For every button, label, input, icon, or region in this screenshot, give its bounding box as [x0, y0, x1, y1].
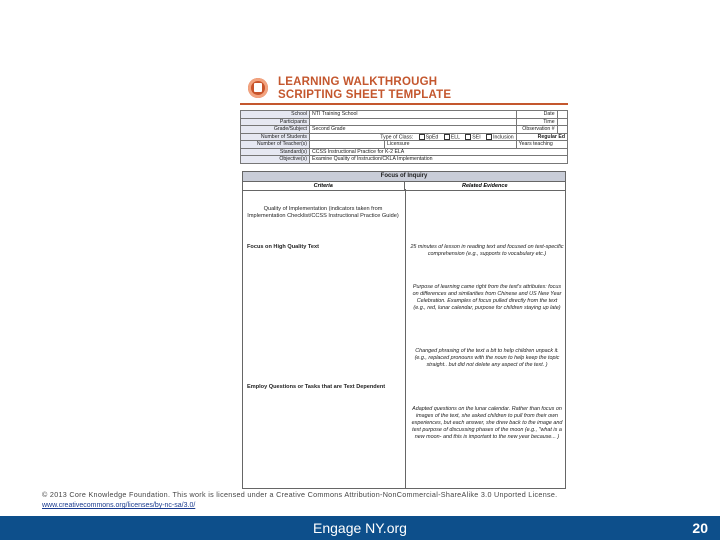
brand-name: Engage NY.org: [313, 520, 407, 536]
participants-label: Participants: [241, 118, 310, 126]
info-table: [240, 110, 568, 164]
table-row: [241, 111, 568, 119]
participants-value: [310, 118, 517, 126]
standards-label: Standard(s): [241, 148, 310, 156]
evidence-item-3: Changed phrasing of the text a bit to help children unpack it. (e.g., replaced pronouns with the noun to help keep the topic straight.. but did not delete any aspect of the text. ): [414, 348, 560, 368]
title-line-1: LEARNING WALKTHROUGH: [278, 76, 438, 88]
school-value: NTI Training School: [310, 111, 517, 119]
school-label: School: [241, 111, 310, 119]
license-text: © 2013 Core Knowledge Foundation. This work is licensed under a Creative Commons Attribution-NonCommercial-ShareAlike 3.0 Unported License.: [42, 490, 558, 499]
evidence-item-4: Adapted questions on the lunar calendar. Rather than focus on images of the text, she asked children to pull from their own experiences, but each answer, she drew back to the image and text purpose of discussing phases of the moon (e.g., "what is a new moon- and this is important to the new year because... ): [411, 406, 563, 440]
inquiry-heading: Focus of Inquiry: [243, 172, 565, 182]
time-label: Time: [516, 118, 557, 126]
sei-checkbox[interactable]: [465, 134, 471, 140]
document-title: [278, 76, 451, 102]
criteria-high-quality-text: Focus on High Quality Text: [247, 244, 319, 250]
inclusion-checkbox[interactable]: [486, 134, 492, 140]
title-divider: [240, 103, 568, 105]
num-teachers-label: Number of Teacher(s): [241, 141, 310, 149]
evidence-item-1: 25 minutes of lesson in reading text and focused on text-specific comprehension (e.g., supports to vocabulary etc.): [410, 244, 564, 257]
num-teachers-value: [310, 141, 385, 149]
sped-label: SpEd: [425, 133, 439, 140]
table-row: [241, 133, 568, 141]
table-row: [241, 156, 568, 164]
grade-value: Second Grade: [310, 126, 517, 134]
inquiry-column-headers: [243, 182, 565, 191]
sei-label: SEI: [472, 133, 481, 140]
page-number: 20: [692, 520, 708, 536]
objectives-value: Examine Quality of Instruction/CKLA Implementation: [310, 156, 568, 164]
table-row: [241, 126, 568, 134]
grade-label: Grade/Subject: [241, 126, 310, 134]
standards-value: CCSS Instructional Practice for K-2 ELA: [310, 148, 568, 156]
sped-checkbox[interactable]: [419, 134, 425, 140]
document-badge-icon: [248, 78, 268, 98]
table-row: [241, 148, 568, 156]
column-divider: [405, 189, 406, 488]
observation-value: [557, 126, 567, 134]
date-label: Date: [516, 111, 557, 119]
objectives-label: Objective(s): [241, 156, 310, 164]
ell-label: ELL: [450, 133, 460, 140]
evidence-item-2: Purpose of learning came right from the text's attributes: focus on differences and similarities from Chinese and US New Year Celebration. Examples of focus pulled directly from the text (e.g., red, lunar calendar, purpose for children staying up late): [412, 284, 562, 311]
years-teaching-label: Years teaching: [516, 141, 567, 149]
evidence-header: Related Evidence: [461, 183, 508, 189]
table-row: [241, 141, 568, 149]
criteria-header: Criteria: [243, 182, 405, 190]
observation-label: Observation #: [516, 126, 557, 134]
licensure-label: Licensure: [385, 141, 517, 149]
type-of-class-label: Type of Class:: [380, 133, 414, 140]
class-type-cell: [310, 133, 517, 141]
document-header: [240, 70, 568, 104]
ell-checkbox[interactable]: [444, 134, 450, 140]
license-link[interactable]: www.creativecommons.org/licenses/by-nc-sa/3.0/: [42, 502, 196, 509]
bottom-bar: [0, 516, 720, 540]
title-line-2: SCRIPTING SHEET TEMPLATE: [278, 89, 452, 101]
num-students-label: Number of Students: [241, 133, 310, 141]
criteria-text-dependent-questions: Employ Questions or Tasks that are Text Dependent: [247, 384, 386, 390]
regular-ed-label: Regular Ed: [516, 133, 567, 141]
scripting-sheet-document: [240, 70, 568, 490]
table-row: [241, 118, 568, 126]
criteria-quality-of-implementation: Quality of Implementation (indicators taken from Implementation Checklist/CCSS Instructional Practice Guide): [247, 206, 399, 219]
inclusion-label: Inclusion: [493, 133, 514, 140]
time-value: [557, 118, 567, 126]
focus-of-inquiry-table: [242, 171, 566, 489]
date-value: [557, 111, 567, 119]
